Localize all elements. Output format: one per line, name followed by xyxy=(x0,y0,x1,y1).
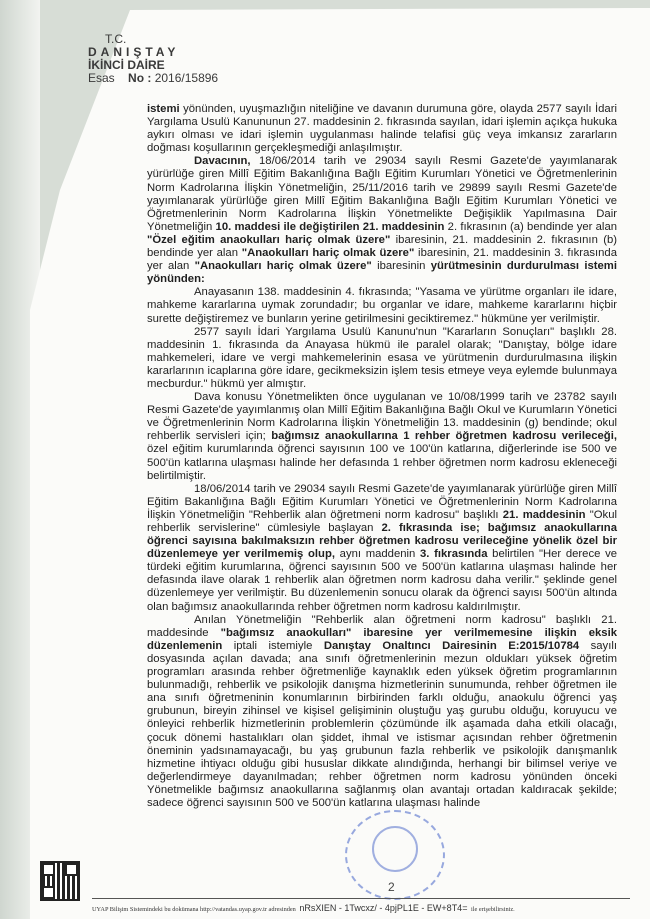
bold-text: Davacının, xyxy=(194,155,251,168)
bold-text: Danıştay Onaltıncı Dairesinin E:2015/10784 xyxy=(323,639,580,652)
qr-finder-bottom-left xyxy=(42,886,55,899)
document-body xyxy=(147,103,617,810)
bold-text: 21. maddesinin xyxy=(502,508,586,521)
qr-code-icon xyxy=(40,861,80,901)
text: ibaresinin, 21. maddesinin 3. fıkrasında yer alan xyxy=(147,247,617,273)
text: 18/06/2014 tarih ve 29034 sayılı Resmi Gazete'de yayımlanarak yürürlüğe giren Millî Eğitim Bakanlığına Bağlı Eğitim Kurumları Yönetici ve Öğretmenlerinin Norm Kadrolarına İlişkin Yönetmeliğin "Rehberlik alan öğretmeni norm kadrosu" başlıklı xyxy=(147,482,617,521)
text: "Okul rehberlik servislerine" cümlesiyle başlayan xyxy=(147,508,617,534)
official-seal-inner-ring xyxy=(372,826,418,872)
text: Dava konusu Yönetmelikten önce uygulanan ve 10/08/1999 tarih ve 23782 sayılı Resmi Gazete'de yayımlanmış olan Millî Eğitim Bakanlığına Bağlı Okul ve Kurumların Yönetici ve Öğretmenlerinin Norm Kadrolarına İlişkin Yönetmeliğin 13. maddesinin (g) bendinde; okul rehberlik servisleri için; xyxy=(147,391,617,443)
paragraph xyxy=(147,155,617,286)
text: özel eğitim kurumlarında öğrenci sayısının 100 ve 100'ün katlarına, diğerlerinde ise 500 ve 500'ün katlarına ulaşması halinde her defasında 1 rehber öğretmen norm kadrosu ekleneceği belirtilmiştir. xyxy=(147,443,617,482)
text: iptali istemiyle xyxy=(222,639,324,652)
bold-text: "Anaokulları hariç olmak üzere" xyxy=(194,260,372,273)
header-institution: DANIŞTAY xyxy=(88,45,180,59)
footer-prefix: UYAP Bilişim Sistemindeki bu dokümana http://vatandas.uyap.gov.tr adresinden xyxy=(92,906,296,913)
verification-code: nRsXIEN - 1Twcxz/ - 4pjPL1E - EW+8T4= xyxy=(299,903,468,913)
footer-divider xyxy=(92,898,630,899)
paragraph xyxy=(147,483,617,614)
esas-label: Esas xyxy=(88,71,115,85)
bold-text: bağımsız anaokullarına 1 rehber öğretmen kadrosu verileceği, xyxy=(271,430,617,443)
text: aynı maddenin xyxy=(334,548,421,561)
bold-text: istemi xyxy=(147,103,180,115)
bold-text: 3. fıkrasında xyxy=(420,548,488,561)
text: ibaresinin, 21. maddesinin 2. fıkrasının (b) bendinde yer alan xyxy=(147,233,617,260)
bold-text: 2. fıkrasında ise; bağımsız anaokullarına öğrenci sayısına bakılmaksızın rehber öğretmen kadrosu verileceğine yönelik özel bir düzenlemeye yer verilmemiş olup, xyxy=(147,522,617,561)
footer-verification xyxy=(92,903,632,913)
header-chamber: İKİNCİ DAİRE xyxy=(88,58,165,72)
bold-text: "bağımsız anaokulları" ibaresine yer verilmemesine ilişkin eksik düzenlemenin xyxy=(147,626,617,652)
bold-text: "Özel eğitim anaokulları hariç olmak üzere" xyxy=(147,233,391,246)
page-number: 2 xyxy=(388,880,395,894)
text: sayılı dosyasında açılan davada; ana sınıfı öğretmenlerinin mezun oldukları yüksek öğretim programları arasında rehber öğretmenliğe kaynaklık eden yüksek öğretim programlarının bulunmadığı, rehberlik ve psikolojik danışma hizmetlerinin sunumunda, rehber öğretmen ile ana sınıfı öğretmeninin konumlarının birbirinden farklı olduğu, anaokulu öğrenci yaş grubunun, bireyin zihinsel ve kişisel gelişiminin oluştuğu yaş gurubu olduğu, koruyucu ve önleyici rehberlik hizmetlerinin problemlerin çözümünde ilk aşamada daha etkili olacağı, çocuk dönemi hastalıkları olan şiddet, ihmal ve istismar açısından rehber öğretmenin öneminin yadsınamayacağı, bu yaş grubunun fazla rehberlik ve psikolojik danışmanlık hizmetine ihtiyacı olduğu gibi hususlar dikkate alındığında, herhangi bir bilimsel veriye ve değerlendirmeye dayanılmadan; rehber öğretmen norm kadrosu yönünden önceki Yönetmelikle bağımsız anaokullarına sağlanmış olan avantajı ortadan kaldıracak şekilde; sadece öğrenci sayısının 500 ve 500'ün katlarına ulaşması halinde xyxy=(147,639,617,809)
header-tc: T.C. xyxy=(105,32,127,46)
text: Anayasanın 138. maddesinin 4. fıkrasında; "Yasama ve yürütme organları ile idare, mahkeme kararlarına uymak zorundadır; bu organlar ve idare, mahkeme kararlarını hiçbir surette değiştiremez ve bunların yerine getirilmesini geciktiremez." hükmüne yer verilmiştir. xyxy=(147,286,617,325)
no-label: No : xyxy=(128,71,152,85)
document-header xyxy=(88,33,218,85)
case-number: 2016/15896 xyxy=(154,71,219,85)
text: Anılan Yönetmeliğin "Rehberlik alan öğretmeni norm kadrosu" başlıklı 21. maddesinde xyxy=(147,613,617,639)
text: belirtilen "Her derece ve türdeki eğitim kurumlarına, öğrenci sayısının 500 ve 500'ün katlarına ulaşması halinde her defasında ilave olarak 1 rehberlik alan öğretmen norm kadrosu daha verilir." şeklinde genel düzenlemeye yer verilmiştir. Bu düzenlemenin sonucu olarak da öğrenci sayısı 500'ün altında olan bağımsız anaokullarında rehber öğretmen norm kadrosu kaldırılmıştır. xyxy=(147,548,617,613)
text: yönünden, uyuşmazlığın niteliğine ve davanın durumuna göre, olayda 2577 sayılı İdari Yargılama Usulü Kanununun 27. maddesinin 2. fıkrasında sayılan, idari işlemin açıkça hukuka aykırı olması ve idari işlemin uygulanması halinde telafisi güç veya imkansız zararların doğması koşullarının gerçekleşmediği anlaşılmıştır. xyxy=(147,103,617,155)
paragraph xyxy=(147,286,617,325)
paragraph xyxy=(147,614,617,810)
paragraph xyxy=(147,103,617,155)
text: 2. fıkrasının (a) bendinde yer alan xyxy=(444,220,618,233)
bold-text: "Anaokulları hariç olmak üzere" xyxy=(241,247,415,260)
footer-suffix: ile erişebilirsiniz. xyxy=(471,906,515,913)
text: ibaresinin xyxy=(371,260,431,273)
text: 2577 sayılı İdari Yargılama Usulü Kanunu'nun "Kararların Sonuçları" başlıklı 28. maddesinin 1. fıkrasında da Anayasa hükmü ile paralel olarak; "Danıştay, bölge idare mahkemeleri, idare ve vergi mahkemelerinin esasa ve yürütmenin durdurulmasına ilişkin kararlarının icaplarına göre idare, gecikmeksizin işlem tesis etmeye veya eylemde bulunmaya mecburdur." hükmü yer almıştır. xyxy=(147,325,617,390)
paragraph xyxy=(147,391,617,483)
paragraph xyxy=(147,326,617,391)
text: 18/06/2014 tarih ve 29034 sayılı Resmi Gazete'de yayımlanarak yürürlüğe giren Millî Eğitim Bakanlığına Bağlı Eğitim Kurumları Yönetici ve Öğretmenlerinin Norm Kadrolarına İlişkin Yönetmeliğin, 25/11/2016 tarih ve 29899 sayılı Resmi Gazete'de yayımlanarak yürürlüğe giren Millî Eğitim Bakanlığına Bağlı Eğitim Kurumları Yönetici ve Öğretmenlerinin Norm Kadrolarına İlişkin Yönetmelikte Değişiklik Yapılmasına Dair Yönetmeliğin xyxy=(147,155,617,233)
case-number-row xyxy=(88,72,218,85)
bold-text: 10. maddesi ile değiştirilen 21. maddesinin xyxy=(215,220,445,233)
qr-finder-top-right xyxy=(65,863,78,876)
qr-finder-top-left xyxy=(42,863,55,876)
bold-text: yürütmesinin durdurulması istemi yönünden: xyxy=(147,260,617,286)
